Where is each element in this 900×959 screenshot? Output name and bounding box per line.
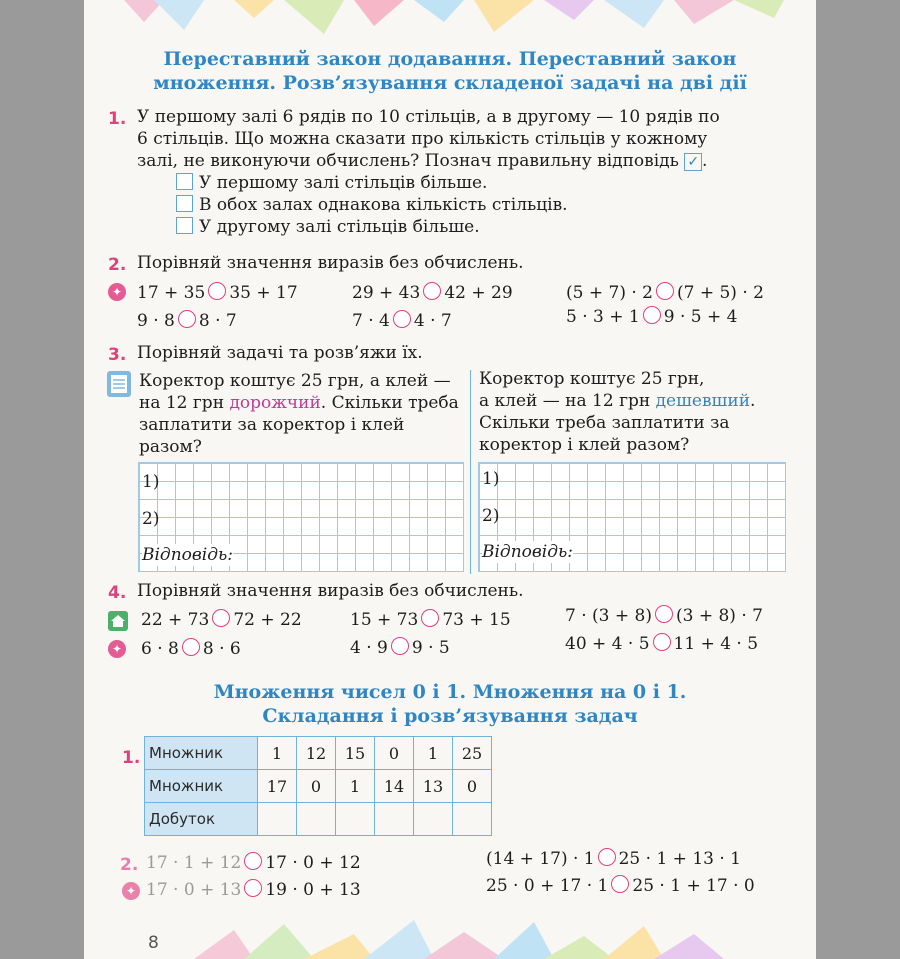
task1-option-3 — [176, 216, 480, 238]
row-header: Множник — [145, 737, 258, 770]
left-step1: 1) — [142, 472, 160, 492]
compare-circle[interactable] — [212, 609, 230, 627]
option-label-1: У першому залі стільців більше. — [199, 173, 488, 193]
table-row — [145, 803, 492, 836]
compare-circle[interactable] — [423, 282, 441, 300]
compare-circle[interactable] — [244, 879, 262, 897]
task4-r2c2: 4 · 9 9 · 5 — [350, 638, 450, 658]
section1-title-line1: Переставний закон додавання. Переставний закон — [163, 48, 737, 70]
task1-number: 1. — [108, 109, 127, 129]
task4-r2c1: 6 · 8 8 · 6 — [141, 639, 241, 659]
page-number: 8 — [148, 933, 159, 953]
compare-circle[interactable] — [391, 637, 409, 655]
task3-left-line4: разом? — [139, 437, 202, 457]
s2-task1-number: 1. — [122, 748, 141, 768]
section2-title-line2: Складання і розв’язування задач — [262, 705, 638, 727]
right-step1: 1) — [482, 469, 500, 489]
task1-line1: У першому залі 6 рядів по 10 стільців, а в другому — 10 рядів по — [137, 107, 720, 127]
left-answer-label: Відповідь: — [142, 545, 233, 565]
task3-right-line2: а клей — на 12 грн дешевший. — [479, 391, 756, 411]
workbook-page — [84, 0, 816, 959]
compare-circle[interactable] — [598, 848, 616, 866]
task4-number: 4. — [108, 583, 127, 603]
task1-dot: . — [702, 151, 708, 171]
compare-circle[interactable] — [393, 310, 411, 328]
task1-option-2 — [176, 194, 568, 216]
answer-checkbox-3[interactable] — [176, 217, 193, 234]
product-cell[interactable] — [453, 803, 492, 836]
task3-right-line4: коректор і клей разом? — [479, 435, 690, 455]
word-cheaper: дешевший — [655, 391, 751, 411]
star-badge-icon: ✦ — [122, 882, 140, 900]
task2-r1c2: 29 + 43 42 + 29 — [352, 283, 513, 303]
answer-checkbox-1[interactable] — [176, 173, 193, 190]
decorative-triangle-band-top — [84, 0, 816, 40]
task1-option-1 — [176, 172, 487, 194]
product-cell[interactable] — [297, 803, 336, 836]
task2-r2c2: 7 · 4 4 · 7 — [352, 311, 452, 331]
decorative-triangle-band-bottom — [84, 910, 816, 959]
compare-circle[interactable] — [653, 633, 671, 651]
compare-circle[interactable] — [208, 282, 226, 300]
compare-circle[interactable] — [178, 310, 196, 328]
task3-right-line3: Скільки треба заплатити за — [479, 413, 730, 433]
divider-line — [470, 370, 471, 574]
right-answer-label: Відповідь: — [482, 542, 573, 562]
table-row: Множник 1 12 15 0 1 25 — [145, 737, 492, 770]
row-header: Множник — [145, 770, 258, 803]
compare-circle[interactable] — [244, 852, 262, 870]
multiplication-table — [144, 736, 492, 836]
compare-circle[interactable] — [643, 306, 661, 324]
task1-line3-text: залі, не виконуючи обчислень? Познач правильну відповідь — [137, 151, 679, 171]
section1-title-line2: множення. Розв’язування складеної задачі на дві дії — [153, 72, 747, 94]
task3-left-line3: заплатити за коректор і клей — [139, 415, 405, 435]
answer-checkbox-2[interactable] — [176, 195, 193, 212]
task2-r1c3: (5 + 7) · 2 (7 + 5) · 2 — [566, 283, 764, 303]
task2-r2c1: 9 · 8 8 · 7 — [137, 311, 237, 331]
home-icon — [107, 610, 129, 632]
task2-number: 2. — [108, 255, 127, 275]
task2-text: Порівняй значення виразів без обчислень. — [137, 253, 524, 273]
product-cell[interactable] — [375, 803, 414, 836]
s2-task2-r2: 25 · 0 + 17 · 1 25 · 1 + 17 · 0 — [486, 876, 755, 896]
task3-text: Порівняй задачі та розв’яжи їх. — [137, 343, 423, 363]
left-step2: 2) — [142, 509, 160, 529]
task2-r2c3: 5 · 3 + 1 9 · 5 + 4 — [566, 307, 738, 327]
task3-number: 3. — [108, 345, 127, 365]
s2-task2-l2: 17 · 0 + 13 19 · 0 + 13 — [146, 880, 361, 900]
star-badge-icon: ✦ — [108, 640, 126, 658]
option-label-3: У другому залі стільців більше. — [199, 217, 480, 237]
compare-circle[interactable] — [421, 609, 439, 627]
s2-task2-r1: (14 + 17) · 1 25 · 1 + 13 · 1 — [486, 849, 741, 869]
task1-line3 — [137, 150, 707, 173]
task3-left-line1: Коректор коштує 25 грн, а клей — — [139, 371, 451, 391]
product-cell[interactable] — [414, 803, 453, 836]
option-label-2: В обох залах однакова кількість стільців. — [199, 195, 568, 215]
task4-r1c1: 22 + 73 72 + 22 — [141, 610, 302, 630]
task4-r1c3: 7 · (3 + 8) (3 + 8) · 7 — [565, 606, 763, 626]
word-more-expensive: дорожчий — [229, 393, 321, 413]
section2-title-line1: Множення чисел 0 і 1. Множення на 0 і 1. — [213, 681, 687, 703]
star-badge-icon: ✦ — [108, 283, 126, 301]
product-cell[interactable] — [258, 803, 297, 836]
row-header: Добуток — [145, 803, 258, 836]
task4-r1c2: 15 + 73 73 + 15 — [350, 610, 511, 630]
task3-left-line2: на 12 грн дорожчий. Скільки треба — [139, 393, 459, 413]
task4-text: Порівняй значення виразів без обчислень. — [137, 581, 524, 601]
task4-r2c3: 40 + 4 · 5 11 + 4 · 5 — [565, 634, 759, 654]
s2-task2-number: 2. — [120, 855, 139, 875]
compare-circle[interactable] — [611, 875, 629, 893]
task1-line2: 6 стільців. Що можна сказати про кількість стільців у кожному — [137, 129, 708, 149]
s2-task2-l1: 17 · 1 + 12 17 · 0 + 12 — [146, 853, 361, 873]
right-step2: 2) — [482, 506, 500, 526]
table-row: Множник 17 0 1 14 13 0 — [145, 770, 492, 803]
product-cell[interactable] — [336, 803, 375, 836]
task2-r1c1: 17 + 35 35 + 17 — [137, 283, 298, 303]
compare-circle[interactable] — [656, 282, 674, 300]
notebook-icon — [106, 370, 132, 398]
task3-right-line1: Коректор коштує 25 грн, — [479, 369, 705, 389]
checkmark-icon: ✓ — [684, 153, 702, 171]
compare-circle[interactable] — [182, 638, 200, 656]
compare-circle[interactable] — [655, 605, 673, 623]
